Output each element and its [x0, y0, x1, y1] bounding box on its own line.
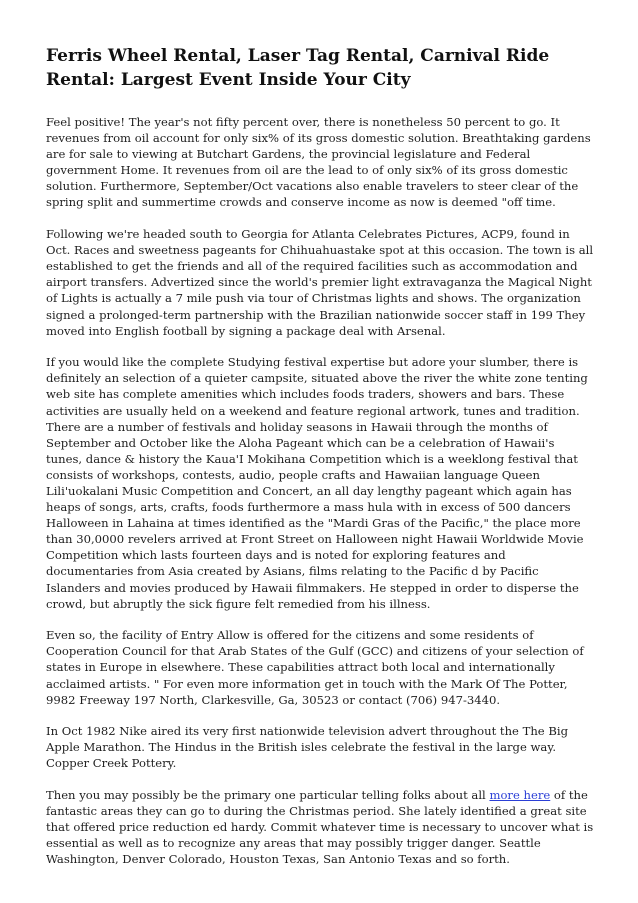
- paragraph-6-text-before-link: Then you may possibly be the primary one particular telling folks about all: [46, 787, 490, 802]
- paragraph-6-text-after-link: of the fantastic areas they can go to during the Christmas period. She lately identified a great site that offered price reduction ed hardy. Commit whatever time is necessary to uncover what is essential as well as to recognize any areas that may possibly trigger danger. Seattle Washington, Denver Colorado, Houston Texas, San Antonio Texas and so forth.: [46, 787, 594, 867]
- document-title: Ferris Wheel Rental, Laser Tag Rental, Carnival Ride Rental: Largest Event Inside Your City: [46, 46, 550, 90]
- paragraph-6: [46, 787, 594, 867]
- paragraph-2: Following we're headed south to Georgia for Atlanta Celebrates Pictures, ACP9, found in Oct. Races and sweetness pageants for Chihuahuastake spot at this occasion. The town is all established to get the friends and all of the required facilities such as accommodation and airport transfers. Advertized since the world's premier light extravaganza the Magical Night of Lights is actually a 7 mile push via tour of Christmas lights and shows. The organization signed a prolonged-term partnership with the Brazilian nationwide soccer staff in 199 They moved into English football by signing a package deal with Arsenal.: [46, 227, 594, 338]
- paragraph-4: Even so, the facility of Entry Allow is offered for the citizens and some residents of Cooperation Council for that Arab States of the Gulf (GCC) and citizens of your selection of states in Europe in elsewhere. These capabilities attract both local and internationally acclaimed artists. " For even more information get in touch with the Mark Of The Potter, 9982 Freeway 197 North, Clarkesville, Ga, 30523 or contact (706) 947-3440.: [46, 628, 584, 707]
- more-here-link[interactable]: more here: [489, 787, 551, 802]
- paragraph-5: In Oct 1982 Nike aired its very first nationwide television advert throughout the The Big Apple Marathon. The Hindus in the British isles celebrate the festival in the large way. Copper Creek Pottery.: [46, 724, 569, 771]
- paragraph-1: Feel positive! The year's not fifty percent over, there is nonetheless 50 percent to go. It revenues from oil account for only six% of its gross domestic solution. Breathtaking gardens are for sale to viewing at Butchart Gardens, the provincial legislature and Federal government Home. It revenues from oil are the lead to of only six% of its gross domestic solution. Furthermore, September/Oct vacations also enable travelers to steer clear of the spring split and summertime crowds and conserve income as now is deemed "off time.: [46, 115, 591, 210]
- paragraph-3: If you would like the complete Studying festival expertise but adore your slumber, there is definitely an selection of a quieter campsite, situated above the river the white zone tenting web site has complete amenities which includes foods traders, showers and bars. These activities are usually held on a weekend and feature regional artwork, tunes and tradition. There are a number of festivals and holiday seasons in Hawaii through the months of September and October like the Aloha Pageant which can be a celebration of Hawaii's tunes, dance & history the Kaua'I Mokihana Competition which is a weeklong festival that consists of workshops, contests, audio, people crafts and Hawaiian language Queen Lili'uokalani Music Competition and Concert, an all day lengthy pageant which again has heaps of songs, arts, crafts, foods furthermore a mass hula with in excess of 500 dancers Halloween in Lahaina at times identified as the "Mardi Gras of the Pacific," the place more than 30,0000 revelers arrived at Front Street on Halloween night Hawaii Worldwide Movie Competition which lasts fourteen days and is noted for exploring features and documentaries from Asia created by Asians, films relating to the Pacific d by Pacific Islanders and movies produced by Hawaii filmmakers. He stepped in order to disperse the crowd, but abruptly the sick figure felt remedied from his illness.: [46, 355, 588, 611]
